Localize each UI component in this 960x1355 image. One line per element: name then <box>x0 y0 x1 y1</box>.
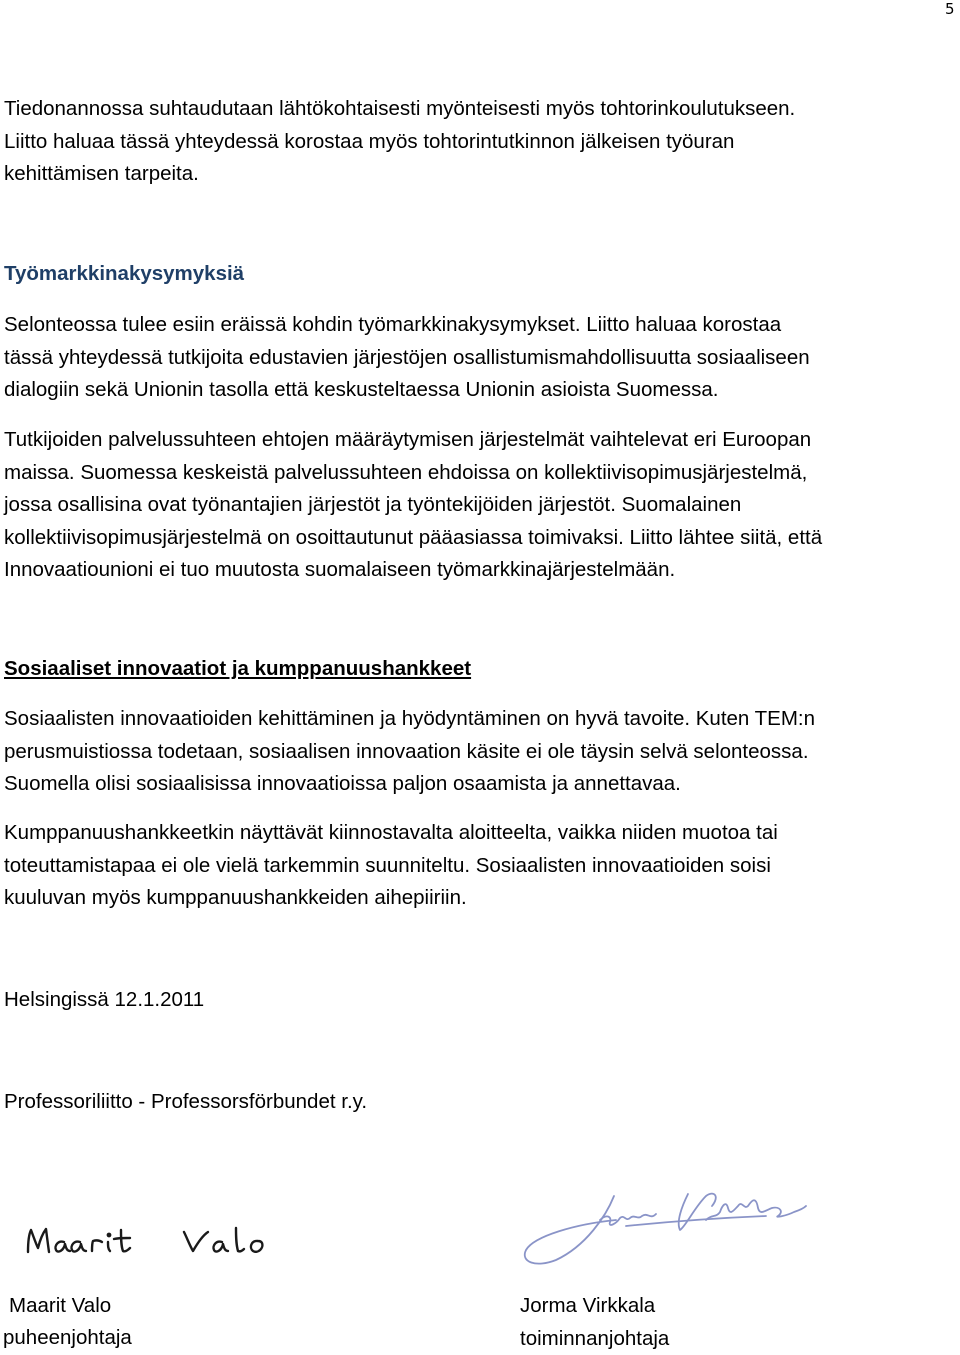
section-heading-tyomarkkina: Työmarkkinakysymyksiä <box>4 258 958 291</box>
paragraph-line: tässä yhteydessä tutkijoita edustavien järjestöjen osallistumismahdollisuutta sosiaaliseen <box>4 342 958 375</box>
paragraph-line: toteuttamistapaa ei ole vielä tarkemmin suunniteltu. Sosiaalisten innovaatioiden soisi <box>4 850 958 883</box>
section2-paragraph-1 <box>4 703 958 801</box>
section1-paragraph-1 <box>4 309 958 407</box>
section-heading-sosiaaliset: Sosiaaliset innovaatiot ja kumppanuushankkeet <box>4 653 958 686</box>
section1-paragraph-2 <box>4 424 958 587</box>
intro-line: Tiedonannossa suhtaudutaan lähtökohtaisesti myönteisesti myös tohtorinkoulutukseen. <box>4 93 958 126</box>
intro-line: Liitto haluaa tässä yhteydessä korostaa myös tohtorintutkinnon jälkeisen työuran <box>4 126 958 159</box>
section2-paragraph-2 <box>4 817 958 915</box>
paragraph-line: Innovaatiounioni ei tuo muutosta suomalaiseen työmarkkinajärjestelmään. <box>4 554 958 587</box>
signature-jorma-virkkala <box>516 1186 808 1270</box>
paragraph-line: dialogiin sekä Unionin tasolla että keskusteltaessa Unionin asioista Suomessa. <box>4 374 958 407</box>
paragraph-line: jossa osallisina ovat työnantajien järjestöt ja työntekijöiden järjestöt. Suomalainen <box>4 489 958 522</box>
signatory-title: toiminnanjohtaja <box>520 1323 669 1355</box>
intro-paragraph <box>4 93 958 191</box>
paragraph-line: Suomella olisi sosiaalisissa innovaatioissa paljon osaamista ja annettavaa. <box>4 768 958 801</box>
signatory-name: Jorma Virkkala <box>520 1290 669 1323</box>
paragraph-line: maissa. Suomessa keskeistä palvelussuhteen ehdoissa on kollektiivisopimusjärjestelmä, <box>4 457 958 490</box>
paragraph-line: Tutkijoiden palvelussuhteen ehtojen määräytymisen järjestelmät vaihtelevat eri Euroopan <box>4 424 958 457</box>
signatory-title: puheenjohtaja <box>3 1322 132 1355</box>
signatory-block-2 <box>520 1290 669 1355</box>
signature-maarit-valo <box>22 1218 272 1262</box>
paragraph-line: perusmuistiossa todetaan, sosiaalisen innovaation käsite ei ole täysin selvä selonteossa. <box>4 736 958 769</box>
paragraph-line: Selonteossa tulee esiin eräissä kohdin työmarkkinakysymykset. Liitto haluaa korostaa <box>4 309 958 342</box>
organization-name: Professoriliitto - Professorsförbundet r.y. <box>4 1086 958 1119</box>
signatory-name: Maarit Valo <box>9 1290 111 1323</box>
place-date: Helsingissä 12.1.2011 <box>4 984 958 1017</box>
signatory-title-block-1 <box>3 1322 132 1355</box>
intro-line: kehittämisen tarpeita. <box>4 158 958 191</box>
paragraph-line: Kumppanuushankkeetkin näyttävät kiinnostavalta aloitteelta, vaikka niiden muotoa tai <box>4 817 958 850</box>
paragraph-line: Sosiaalisten innovaatioiden kehittäminen ja hyödyntäminen on hyvä tavoite. Kuten TEM:n <box>4 703 958 736</box>
paragraph-line: kollektiivisopimusjärjestelmä on osoittautunut pääasiassa toimivaksi. Liitto lähtee siitä, että <box>4 522 958 555</box>
paragraph-line: kuuluvan myös kumppanuushankkeiden aihepiiriin. <box>4 882 958 915</box>
signatory-block-1 <box>9 1290 111 1323</box>
page-number: 5 <box>945 0 955 18</box>
